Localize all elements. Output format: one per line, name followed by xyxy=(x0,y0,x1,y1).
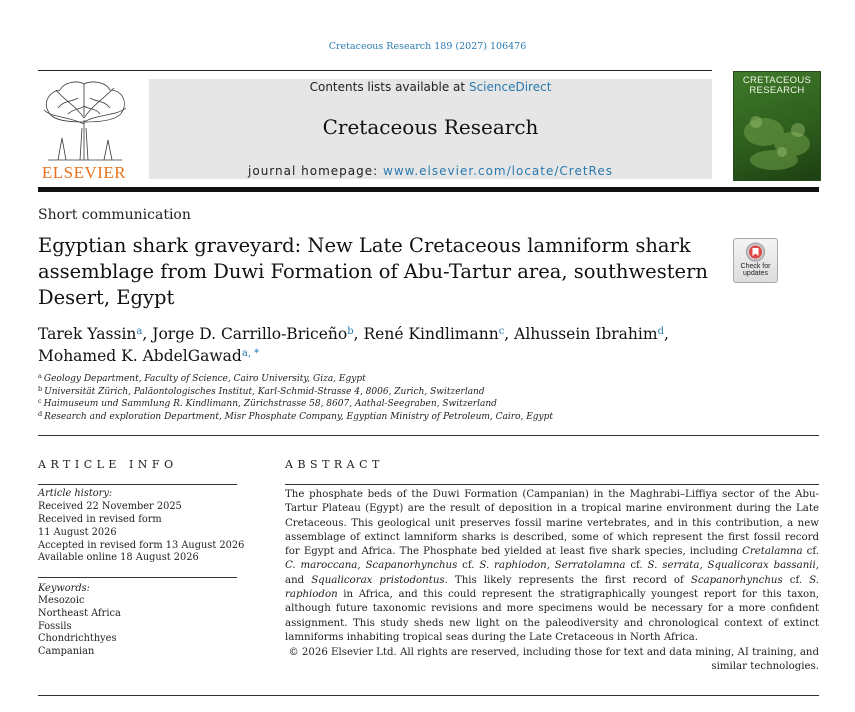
history-item: Available online 18 August 2026 xyxy=(38,552,199,563)
abstract-text: . This likely represents the first record of xyxy=(444,574,691,586)
abstract-text: cf. xyxy=(782,574,810,586)
affiliation-marker: c xyxy=(498,326,505,337)
author[interactable]: René Kindlimann$^c$, xyxy=(363,325,515,343)
affiliation-item xyxy=(38,410,798,422)
homepage-link[interactable]: www.elsevier.com/locate/CretRes xyxy=(383,164,613,178)
contents-prefix: Contents lists available at xyxy=(309,80,466,94)
keywords-label: Keywords: xyxy=(38,583,90,594)
affiliation-marker: a, * xyxy=(241,348,260,359)
affiliation-item xyxy=(38,397,798,409)
author[interactable]: Tarek Yassin$^a$, xyxy=(38,325,153,343)
check-for-updates-button[interactable] xyxy=(733,238,778,283)
affiliation-label: c xyxy=(38,397,42,405)
abstract-body xyxy=(285,488,819,645)
history-item: Accepted in revised form 13 August 2026 xyxy=(38,540,245,551)
footer-rule xyxy=(38,695,819,696)
keywords-rule xyxy=(38,577,237,578)
affiliation-text: Haimuseum und Sammlung R. Kindlimann, Zürichstrasse 58, 8607, Aathal-Seegraben, Switzerland xyxy=(43,399,497,409)
affiliation-text: Geology Department, Faculty of Science, Cairo University, Giza, Egypt xyxy=(43,374,366,384)
journal-homepage xyxy=(149,164,712,178)
abstract-taxon-name: S. serrata, Squalicorax bassanii, xyxy=(647,560,820,572)
contents-line xyxy=(149,80,712,94)
affiliation-marker: d xyxy=(657,326,664,337)
abstract-rule xyxy=(285,484,819,485)
keyword-item: Mesozoic xyxy=(38,595,85,606)
article-info-heading: ARTICLE INFO xyxy=(38,458,178,471)
article-history-label: Article history: xyxy=(38,488,113,499)
history-item: Received in revised form xyxy=(38,514,162,525)
keyword-item: Northeast Africa xyxy=(38,608,121,619)
abstract-taxon-name: Squalicorax pristodontus xyxy=(311,574,445,586)
abstract-text: The phosphate beds of the Duwi Formation (Campanian) in the Maghrabi–Liffiya sector of the Abu-Tartur Plateau (Egypt) are the result of deposition in a tropical marine environment during the Late Cretaceous. This geological unit preserves fossil marine vertebrates, and in this contribution, a new assemblage of extinct lamniform sharks is described, some of which represent the first fossil record for Egypt and Africa. The Phosphate bed yielded at least five shark species, including xyxy=(285,489,819,558)
abstract-taxon-name: C. maroccana, Scapanorhynchus xyxy=(285,560,458,572)
abstract-taxon-name: Scapanorhynchus xyxy=(690,574,783,586)
article-info-rule xyxy=(38,484,237,485)
affiliation-marker: a xyxy=(136,326,143,337)
affiliation-label: b xyxy=(38,384,43,393)
author-list xyxy=(38,322,738,366)
affiliation-item xyxy=(38,385,798,397)
affiliation-item xyxy=(38,372,798,384)
homepage-prefix: journal homepage: xyxy=(248,164,379,178)
abstract-taxon-name: S. raphiodon, Serratolamna xyxy=(479,560,626,572)
keyword-item: Chondrichthyes xyxy=(38,633,117,644)
affiliation-marker: b xyxy=(347,326,354,337)
abstract-heading: ABSTRACT xyxy=(285,458,384,471)
keyword-item: Fossils xyxy=(38,621,72,632)
journal-cover-thumbnail[interactable] xyxy=(733,71,821,181)
cover-title-line2: RESEARCH xyxy=(749,85,805,96)
author[interactable]: Jorge D. Carrillo-Briceño$^b$, xyxy=(152,325,364,343)
check-updates-line1: Check for xyxy=(740,263,771,270)
abstract-text: in Africa, and this could represent the stratigraphically youngest report for this taxon, although future taxonomic revisions and more specimens would be necessary for a more confident assignment. This study sheds new light on the paleodiversity and chronological context of extinct lamniforms inhabiting tropical seas during the Late Cretaceous in North Africa. xyxy=(285,589,819,643)
history-item: Received 22 November 2025 xyxy=(38,501,182,512)
journal-title[interactable]: Cretaceous Research xyxy=(322,115,539,139)
abstract-text: cf. xyxy=(457,560,480,572)
abstract-text: cf. xyxy=(625,560,648,572)
affiliation-label: d xyxy=(38,409,43,418)
history-item: 11 August 2026 xyxy=(38,527,117,538)
affiliation-text: Research and exploration Department, Misr Phosphate Company, Egyptian Ministry of Petroleum, Cairo, Egypt xyxy=(44,411,554,422)
author[interactable]: Alhussein Ibrahim$^d$, xyxy=(514,325,669,343)
affiliation-label: a xyxy=(38,372,42,380)
article-type: Short communication xyxy=(38,207,191,223)
bookmark-ribbon-icon xyxy=(734,240,777,264)
affiliation-text: Universität Zürich, Paläontologisches Institut, Karl-Schmid-Strasse 4, 8006, Zurich, Switzerland xyxy=(44,386,485,397)
abstract-text: cf. xyxy=(802,546,820,558)
abstract-taxon-name: S. raphiodon xyxy=(285,574,820,601)
header-thick-rule xyxy=(38,187,819,192)
cover-title-line1: CRETACEOUS xyxy=(742,75,812,86)
sciencedirect-link[interactable]: ScienceDirect xyxy=(468,80,552,94)
check-updates-line2: updates xyxy=(743,270,768,277)
journal-citation[interactable]: Cretaceous Research 189 (2027) 106476 xyxy=(328,41,527,52)
keyword-item: Campanian xyxy=(38,646,95,657)
copyright-notice: © 2026 Elsevier Ltd. All rights are reserved, including those for text and data mining, AI training, and similar technologies. xyxy=(288,647,819,673)
header-rule xyxy=(38,70,712,71)
check-updates-label xyxy=(734,263,777,277)
elsevier-wordmark[interactable]: ELSEVIER xyxy=(41,163,127,182)
abstract-text: and xyxy=(285,574,312,586)
abstract-taxon-name: Cretalamna xyxy=(742,546,803,558)
section-divider xyxy=(38,435,819,436)
author[interactable]: Mohamed K. AbdelGawad$^{a, *}$ xyxy=(38,347,260,365)
article-title: Egyptian shark graveyard: New Late Cretaceous lamniform shark assemblage from Duwi Formation of Abu-Tartur area, southwestern Desert, Egypt xyxy=(38,234,708,309)
